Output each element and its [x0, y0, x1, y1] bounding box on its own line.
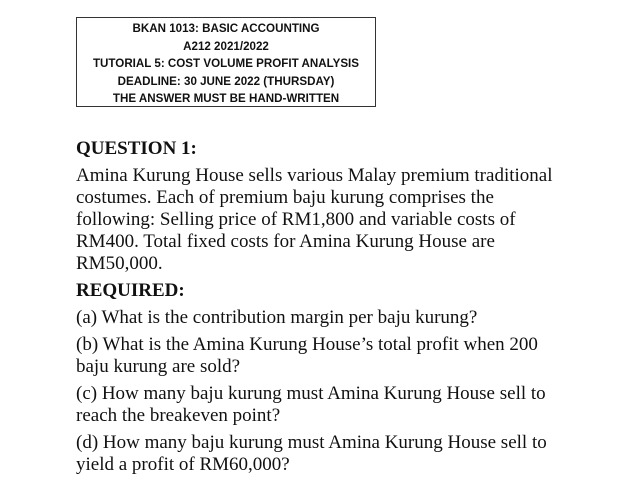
- deadline: DEADLINE: 30 JUNE 2022 (THURSDAY): [117, 74, 335, 88]
- part-b: [76, 334, 636, 378]
- semester: A212 2021/2022: [183, 39, 269, 53]
- paragraph-line: costumes. Each of premium baju kurung comprises the: [76, 187, 494, 208]
- part-line: yield a profit of RM60,000?: [76, 454, 290, 475]
- paragraph-line: Amina Kurung House sells various Malay premium traditional: [76, 165, 553, 186]
- part-line: (d) How many baju kurung must Amina Kurung House sell to: [76, 432, 547, 453]
- paragraph-line: following: Selling price of RM1,800 and variable costs of: [76, 209, 516, 230]
- part-d: [76, 432, 636, 476]
- tutorial-title: TUTORIAL 5: COST VOLUME PROFIT ANALYSIS: [92, 57, 360, 70]
- part-line: reach the breakeven point?: [76, 405, 281, 426]
- course-title: BKAN 1013: BASIC ACCOUNTING: [132, 22, 320, 35]
- paragraph-line: RM400. Total fixed costs for Amina Kurung House are: [76, 231, 495, 252]
- question-title: QUESTION 1:: [76, 138, 197, 159]
- part-line: baju kurung are sold?: [76, 356, 241, 377]
- part-c: [76, 383, 636, 427]
- part-line: (b) What is the Amina Kurung House’s total profit when 200: [76, 334, 538, 355]
- required-label: REQUIRED:: [76, 280, 185, 301]
- part-a: (a) What is the contribution margin per baju kurung?: [76, 307, 478, 328]
- part-line: (c) How many baju kurung must Amina Kurung House sell to: [76, 383, 546, 404]
- question-paragraph: [76, 165, 636, 275]
- paragraph-line: RM50,000.: [76, 253, 163, 274]
- instruction: THE ANSWER MUST BE HAND-WRITTEN: [112, 92, 340, 105]
- question-section: [76, 138, 636, 476]
- course-header-box: [76, 17, 376, 107]
